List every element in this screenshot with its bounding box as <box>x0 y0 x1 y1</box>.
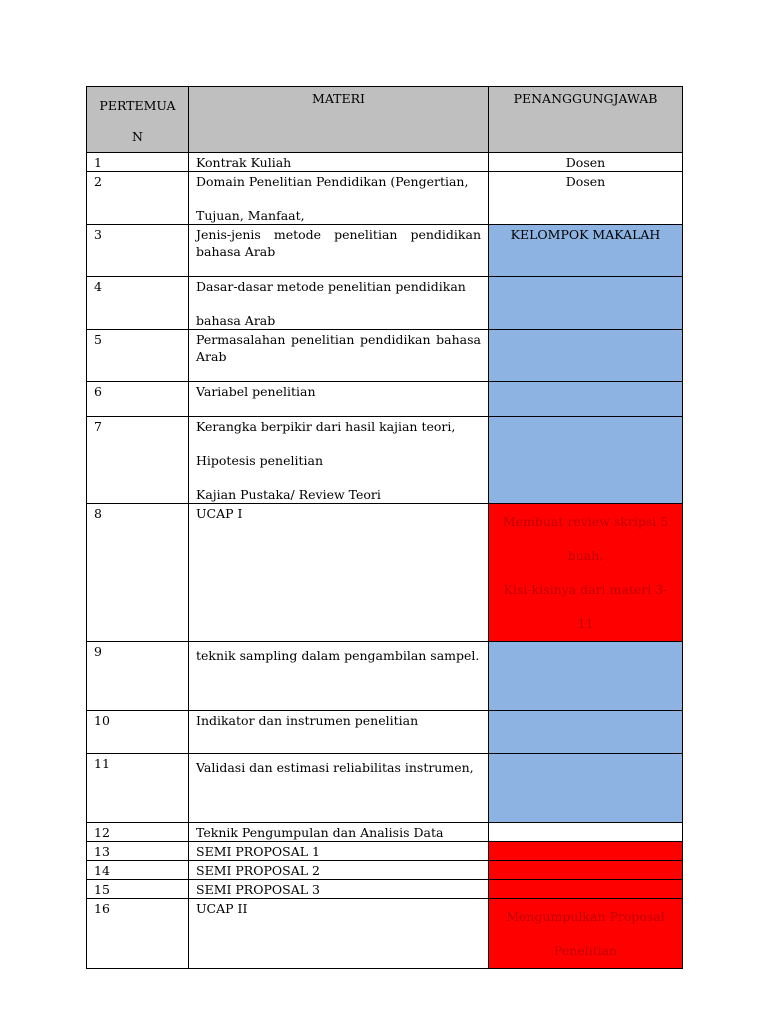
pj-text: Mengumpulkan Proposal Penelitian <box>506 909 665 958</box>
cell-no <box>87 823 189 842</box>
cell-materi <box>189 172 489 225</box>
row-number: 9 <box>94 644 102 659</box>
row-number: 2 <box>94 174 102 189</box>
cell-pj <box>489 330 683 382</box>
cell-no <box>87 225 189 277</box>
pj-text: Membuat review skripsi 5 buah, <box>502 514 669 563</box>
row-number: 15 <box>94 882 110 897</box>
materi-text: Validasi dan estimasi reliabilitas instrumen, <box>196 760 474 775</box>
cell-no <box>87 330 189 382</box>
table-row <box>87 842 683 861</box>
cell-materi <box>189 277 489 330</box>
materi-text: bahasa Arab <box>196 313 276 328</box>
pj-text: Dosen <box>565 155 606 170</box>
cell-materi <box>189 504 489 642</box>
materi-text: UCAP II <box>196 901 248 916</box>
row-number: 16 <box>94 901 110 916</box>
row-number: 11 <box>94 756 110 771</box>
cell-pj <box>489 642 683 711</box>
materi-text: UCAP I <box>196 506 243 521</box>
table-row <box>87 504 683 642</box>
cell-pj <box>489 823 683 842</box>
cell-materi <box>189 754 489 823</box>
row-number: 6 <box>94 384 102 399</box>
header-penanggungjawab <box>489 87 683 153</box>
materi-text: Domain Penelitian Pendidikan (Pengertian, <box>196 174 469 189</box>
materi-text: Variabel penelitian <box>196 384 316 399</box>
row-number: 7 <box>94 419 102 434</box>
cell-no <box>87 880 189 899</box>
row-number: 5 <box>94 332 102 347</box>
cell-no <box>87 504 189 642</box>
table-row <box>87 880 683 899</box>
cell-pj <box>489 842 683 861</box>
cell-pj <box>489 382 683 417</box>
materi-text: SEMI PROPOSAL 3 <box>196 882 320 897</box>
cell-materi <box>189 153 489 172</box>
row-number: 12 <box>94 825 110 840</box>
table-header-row <box>87 87 683 153</box>
cell-pj <box>489 417 683 504</box>
cell-pj <box>489 711 683 754</box>
materi-text: Tujuan, Manfaat, <box>196 208 305 223</box>
pj-text: Dosen <box>565 174 606 189</box>
cell-materi <box>189 225 489 277</box>
cell-pj <box>489 277 683 330</box>
cell-no <box>87 899 189 969</box>
table-row <box>87 417 683 504</box>
cell-materi <box>189 382 489 417</box>
table-row <box>87 330 683 382</box>
table-row <box>87 153 683 172</box>
table-row <box>87 823 683 842</box>
materi-text: Kajian Pustaka/ Review Teori <box>196 487 381 502</box>
table-row <box>87 382 683 417</box>
cell-materi <box>189 861 489 880</box>
cell-materi <box>189 642 489 711</box>
cell-pj <box>489 153 683 172</box>
cell-no <box>87 711 189 754</box>
row-number: 3 <box>94 227 102 242</box>
cell-no <box>87 754 189 823</box>
cell-pj <box>489 899 683 969</box>
materi-text: Kerangka berpikir dari hasil kajian teori, <box>196 419 456 434</box>
materi-text: SEMI PROPOSAL 2 <box>196 863 320 878</box>
cell-materi <box>189 823 489 842</box>
cell-pj <box>489 754 683 823</box>
cell-materi <box>189 880 489 899</box>
cell-no <box>87 382 189 417</box>
cell-no <box>87 277 189 330</box>
row-number: 4 <box>94 279 102 294</box>
cell-pj <box>489 504 683 642</box>
cell-pj <box>489 225 683 277</box>
cell-materi <box>189 417 489 504</box>
row-number: 14 <box>94 863 110 878</box>
header-materi <box>189 87 489 153</box>
materi-text: Dasar-dasar metode penelitian pendidikan <box>196 279 466 294</box>
table-row <box>87 899 683 969</box>
cell-materi <box>189 842 489 861</box>
cell-no <box>87 861 189 880</box>
materi-text: teknik sampling dalam pengambilan sampel. <box>196 648 480 663</box>
cell-pj <box>489 880 683 899</box>
table-row <box>87 711 683 754</box>
header-pertemuan-label: PERTEMUA N <box>99 98 176 144</box>
cell-no <box>87 642 189 711</box>
table-row <box>87 861 683 880</box>
materi-text: Kontrak Kuliah <box>196 155 292 170</box>
table-row <box>87 754 683 823</box>
cell-materi <box>189 899 489 969</box>
table-row <box>87 642 683 711</box>
cell-no <box>87 842 189 861</box>
cell-no <box>87 172 189 225</box>
cell-no <box>87 153 189 172</box>
schedule-table <box>86 86 683 969</box>
cell-materi <box>189 711 489 754</box>
row-number: 13 <box>94 844 110 859</box>
row-number: 8 <box>94 506 102 521</box>
pj-text: Kisi-kisinya dari materi 3-11 <box>503 582 668 631</box>
table-row <box>87 277 683 330</box>
table-row <box>87 225 683 277</box>
materi-text: Hipotesis penelitian <box>196 453 324 468</box>
row-number: 10 <box>94 713 110 728</box>
cell-no <box>87 417 189 504</box>
cell-pj <box>489 861 683 880</box>
materi-text: Indikator dan instrumen penelitian <box>196 713 419 728</box>
header-penanggungjawab-label: PENANGGUNGJAWAB <box>513 91 658 106</box>
materi-text: Teknik Pengumpulan dan Analisis Data <box>196 825 444 840</box>
row-number: 1 <box>94 155 102 170</box>
header-materi-label: MATERI <box>312 91 365 106</box>
pj-text: KELOMPOK MAKALAH <box>510 227 661 242</box>
materi-text: Permasalahan penelitian pendidikan bahasa Arab <box>196 332 481 364</box>
table-row <box>87 172 683 225</box>
materi-text: SEMI PROPOSAL 1 <box>196 844 320 859</box>
cell-materi <box>189 330 489 382</box>
cell-pj <box>489 172 683 225</box>
materi-text: Jenis-jenis metode penelitian pendidikan bahasa Arab <box>196 227 481 259</box>
header-pertemuan <box>87 87 189 153</box>
